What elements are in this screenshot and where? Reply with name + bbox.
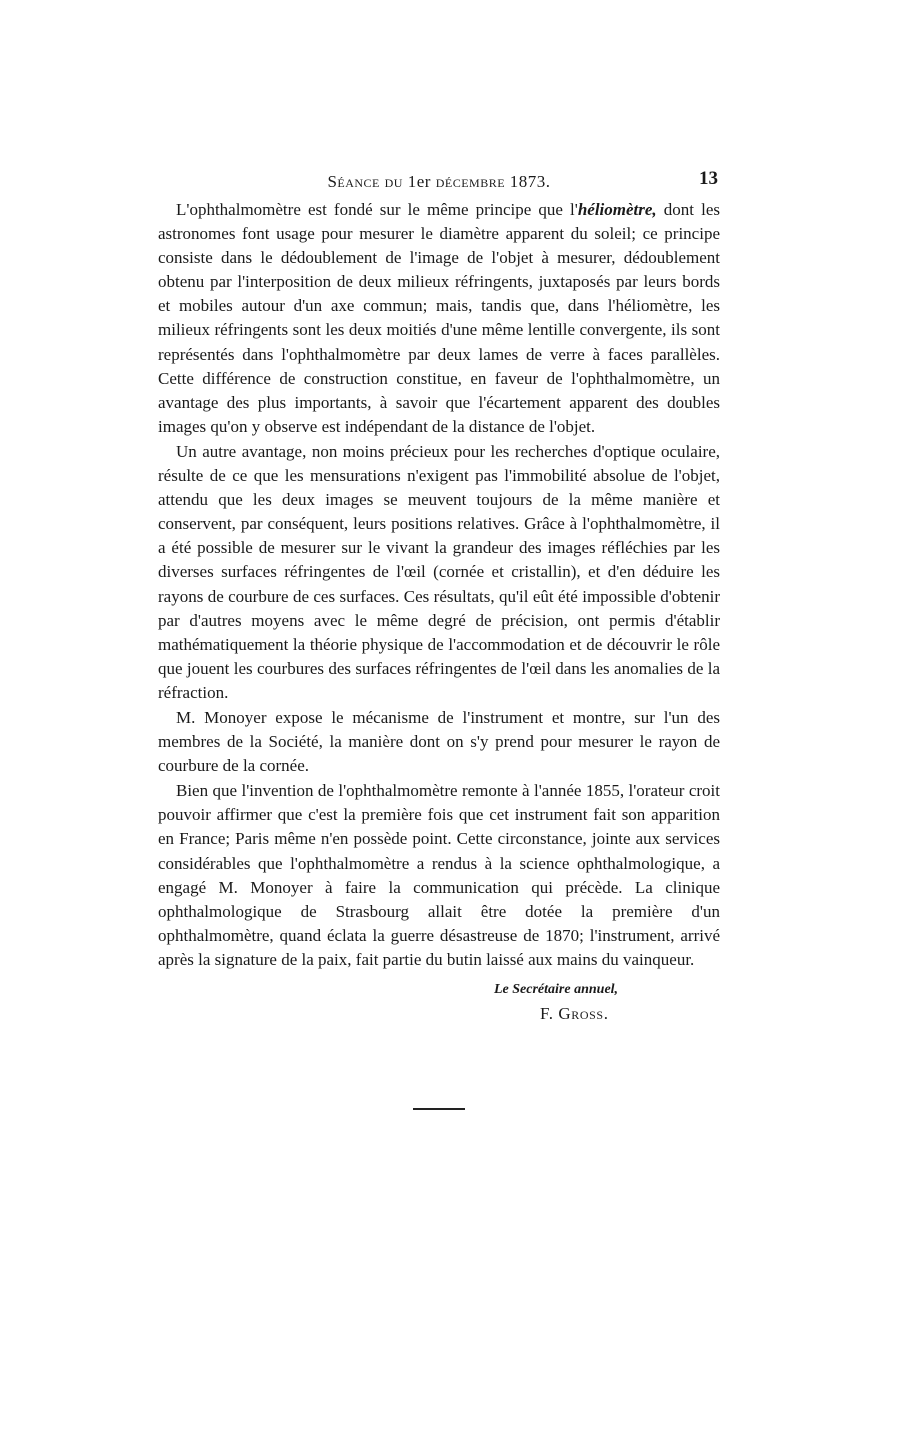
running-head [158,168,720,198]
paragraph-1 [158,198,720,439]
paragraph-2: Un autre avantage, non moins précieux pour les recherches d'optique oculaire, résulte de ce que les mensurations n'exigent pas l'immobilité absolue de l'objet, attendu que les deux images se meuvent toujours de la même manière et conservent, par conséquent, leurs positions relatives. Grâce à l'ophthalmomètre, il a été possible de mesurer sur le vivant la grandeur des images réfléchies par les diverses surfaces réfringentes de l'œil (cornée et cristallin), et d'en déduire les rayons de courbure de ces surfaces. Ces résultats, qu'il eût été impossible d'obtenir par d'autres moyens avec le même degré de précision, ont permis d'établir mathématiquement la théorie physique de l'accommodation et de découvrir le rôle que jouent les courbures des surfaces réfringentes de l'œil dans les anomalies de la réfraction. [158,441,720,702]
running-title [158,172,720,192]
signature-block [158,982,720,1122]
page-number: 13 [699,168,718,189]
signature-name: F. Gross. [540,1004,609,1023]
body-text [158,198,720,972]
paragraph-3: M. Monoyer expose le mécanisme de l'instrument et montre, sur l'un des membres de la Société, la manière dont on s'y prend pour mesurer le rayon de courbure de la cornée. [158,707,720,776]
page [158,168,720,1122]
paragraph-1-lead: L'ophthalmomètre est fondé sur le même principe que l' [176,200,578,219]
paragraph-1-rest: dont les astronomes font usage pour mesurer le diamètre apparent du soleil; ce principe consiste dans le dédoublement de l'image de l'objet à mesurer, dédoublement obtenu par l'interposition de deux milieux réfringents, juxtaposés par leurs bords et mobiles autour d'un axe commun; mais, tandis que, dans l'héliomètre, les milieux réfringents sont les deux moitiés d'une même lentille convergente, ils sont représentés dans l'ophthalmomètre par deux lames de verre à faces parallèles. Cette différence de construction constitue, en faveur de l'ophthalmomètre, un avantage des plus importants, à savoir que l'écartement apparent des doubles images qu'on y observe est indépendant de la distance de l'objet. [158,200,720,436]
heliometre-term: héliomètre, [577,200,657,219]
running-title-ordinal: 1er [407,172,431,191]
closing-rule [413,1108,465,1110]
paragraph-4: Bien que l'invention de l'ophthalmomètre remonte à l'année 1855, l'orateur croit pouvoir affirmer que c'est la première fois que cet instrument fait son apparition en France; Paris même n'en possède point. Cette circonstance, jointe aux services considérables que l'ophthalmomètre a rendus à la science ophthalmologique, a engagé M. Monoyer à faire la communication qui précède. La clinique ophthalmologique de Strasbourg allait être dotée la première d'un ophthalmomètre, quand éclata la guerre désastreuse de 1870; l'instrument, arrivé après la signature de la paix, fait partie du butin laissé aux mains du vainqueur. [158,781,720,969]
running-title-suffix: décembre 1873. [430,172,551,191]
running-title-prefix: Séance du [327,172,408,191]
signature-role: Le Secrétaire annuel, [494,982,619,997]
